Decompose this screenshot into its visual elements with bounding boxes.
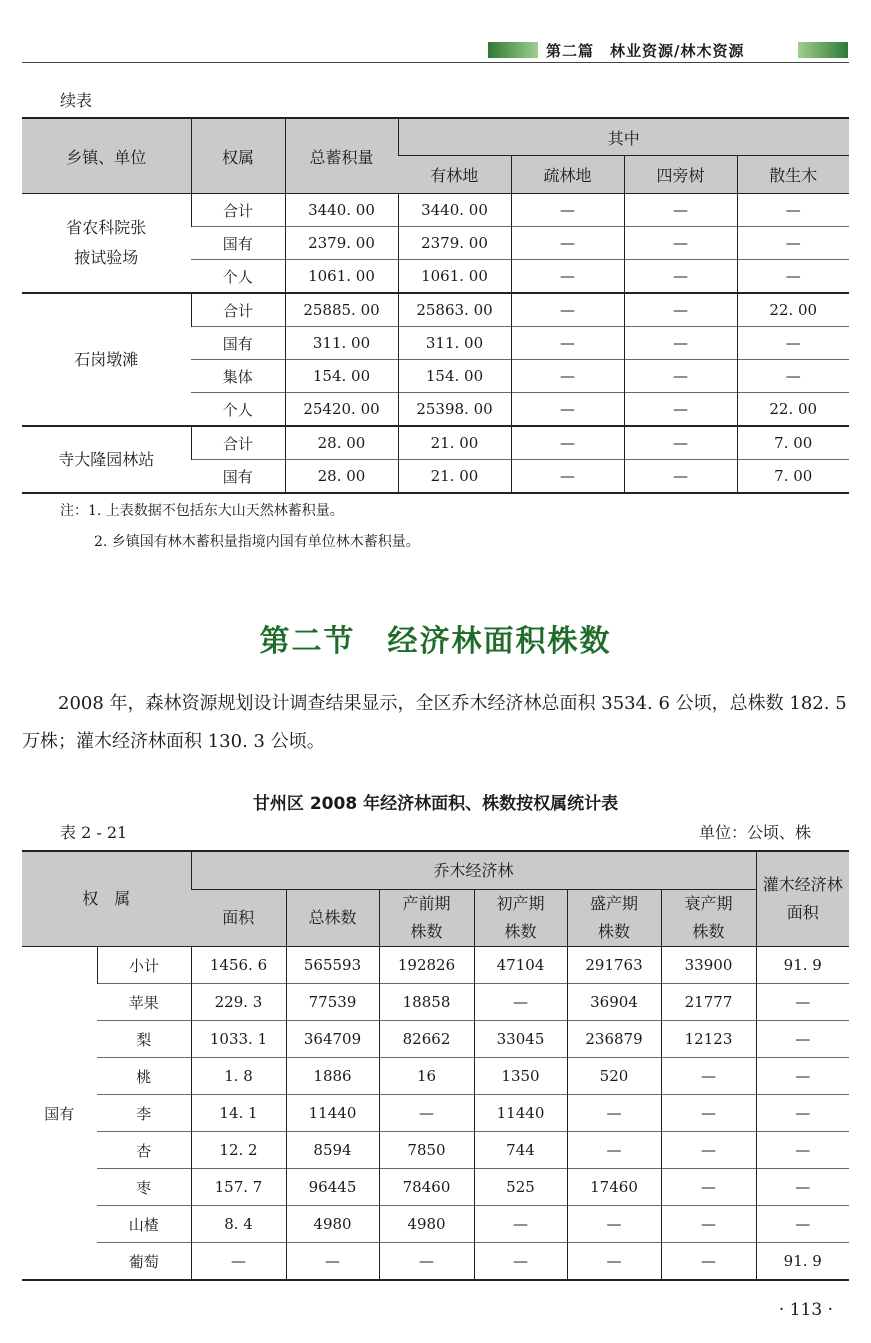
value-cell: — bbox=[511, 227, 624, 260]
value-cell: — bbox=[624, 227, 737, 260]
value-cell: — bbox=[756, 984, 849, 1021]
unit-name-cell: 石岗墩滩 bbox=[22, 293, 191, 426]
value-cell: 33045 bbox=[474, 1021, 567, 1058]
value-cell: — bbox=[661, 1169, 756, 1206]
value-cell: 154. 00 bbox=[285, 360, 398, 393]
header-declining-production: 衰产期株数 bbox=[661, 890, 756, 947]
value-cell: 21777 bbox=[661, 984, 756, 1021]
species-cell: 梨 bbox=[97, 1021, 191, 1058]
value-cell: — bbox=[511, 460, 624, 494]
value-cell: 291763 bbox=[567, 947, 661, 984]
table-row bbox=[22, 293, 849, 327]
value-cell: — bbox=[661, 1206, 756, 1243]
ownership-cell: 集体 bbox=[191, 360, 285, 393]
table-row bbox=[22, 1243, 849, 1281]
table-number: 表 2 - 21 bbox=[60, 823, 128, 842]
value-cell: — bbox=[624, 360, 737, 393]
value-cell: 157. 7 bbox=[191, 1169, 286, 1206]
running-header-text: 第二篇 林业资源/林木资源 bbox=[546, 42, 745, 60]
header-of-which: 其中 bbox=[398, 118, 849, 156]
value-cell: 18858 bbox=[379, 984, 474, 1021]
value-cell: — bbox=[567, 1132, 661, 1169]
unit-name-cell: 寺大隆园林站 bbox=[22, 426, 191, 493]
ownership-cell: 国有 bbox=[191, 227, 285, 260]
table-row bbox=[22, 194, 849, 227]
value-cell: — bbox=[567, 1243, 661, 1281]
ownership-cell: 合计 bbox=[191, 293, 285, 327]
value-cell: — bbox=[737, 227, 849, 260]
value-cell: 91. 9 bbox=[756, 1243, 849, 1281]
value-cell: — bbox=[756, 1206, 849, 1243]
economic-forest-table bbox=[22, 850, 849, 1281]
header-pre-production: 产前期株数 bbox=[379, 890, 474, 947]
value-cell: — bbox=[286, 1243, 379, 1281]
value-cell: — bbox=[624, 460, 737, 494]
value-cell: — bbox=[191, 1243, 286, 1281]
value-cell: 1061. 00 bbox=[285, 260, 398, 294]
value-cell: — bbox=[737, 260, 849, 294]
value-cell: — bbox=[737, 327, 849, 360]
value-cell: — bbox=[624, 293, 737, 327]
species-cell: 小计 bbox=[97, 947, 191, 984]
value-cell: — bbox=[737, 194, 849, 227]
section-title: 第二节 经济林面积株数 bbox=[259, 624, 612, 659]
value-cell: 7850 bbox=[379, 1132, 474, 1169]
value-cell: 3440. 00 bbox=[398, 194, 511, 227]
value-cell: — bbox=[379, 1095, 474, 1132]
value-cell: 22. 00 bbox=[737, 293, 849, 327]
value-cell: 525 bbox=[474, 1169, 567, 1206]
value-cell: 21. 00 bbox=[398, 426, 511, 460]
value-cell: — bbox=[756, 1095, 849, 1132]
value-cell: — bbox=[379, 1243, 474, 1281]
body-paragraph: 2008 年，森林资源规划设计调查结果显示，全区乔木经济林总面积 3534. 6 公顷，总株数 182. 5 万株；灌木经济林面积 130. 3 公顷。 bbox=[22, 693, 847, 752]
value-cell: 154. 00 bbox=[398, 360, 511, 393]
value-cell: — bbox=[511, 393, 624, 427]
value-cell: — bbox=[624, 260, 737, 294]
value-cell: — bbox=[474, 1243, 567, 1281]
value-cell: 364709 bbox=[286, 1021, 379, 1058]
value-cell: — bbox=[474, 984, 567, 1021]
value-cell: 16 bbox=[379, 1058, 474, 1095]
value-cell: 565593 bbox=[286, 947, 379, 984]
ownership-cell: 国有 bbox=[191, 460, 285, 494]
value-cell: — bbox=[624, 194, 737, 227]
value-cell: 8. 4 bbox=[191, 1206, 286, 1243]
value-cell: 229. 3 bbox=[191, 984, 286, 1021]
decorative-bar-right bbox=[798, 42, 848, 58]
value-cell: 12. 2 bbox=[191, 1132, 286, 1169]
species-cell: 杏 bbox=[97, 1132, 191, 1169]
species-cell: 枣 bbox=[97, 1169, 191, 1206]
value-cell: 11440 bbox=[474, 1095, 567, 1132]
species-cell: 桃 bbox=[97, 1058, 191, 1095]
value-cell: 1350 bbox=[474, 1058, 567, 1095]
value-cell: 78460 bbox=[379, 1169, 474, 1206]
value-cell: — bbox=[624, 327, 737, 360]
value-cell: 82662 bbox=[379, 1021, 474, 1058]
value-cell: 91. 9 bbox=[756, 947, 849, 984]
table-row bbox=[22, 1058, 849, 1095]
species-cell: 山楂 bbox=[97, 1206, 191, 1243]
value-cell: — bbox=[661, 1058, 756, 1095]
ownership-cell: 个人 bbox=[191, 260, 285, 294]
value-cell: 22. 00 bbox=[737, 393, 849, 427]
value-cell: 1033. 1 bbox=[191, 1021, 286, 1058]
header-total-count: 总株数 bbox=[286, 890, 379, 947]
species-cell: 李 bbox=[97, 1095, 191, 1132]
value-cell: — bbox=[661, 1095, 756, 1132]
header-total-stock: 总蓄积量 bbox=[285, 118, 398, 194]
table-row bbox=[22, 1021, 849, 1058]
value-cell: 311. 00 bbox=[398, 327, 511, 360]
table-title: 甘州区 2008 年经济林面积、株数按权属统计表 bbox=[252, 794, 619, 814]
value-cell: 77539 bbox=[286, 984, 379, 1021]
value-cell: — bbox=[756, 1021, 849, 1058]
header-early-production: 初产期株数 bbox=[474, 890, 567, 947]
table-row bbox=[22, 984, 849, 1021]
value-cell: — bbox=[567, 1206, 661, 1243]
value-cell: 2379. 00 bbox=[398, 227, 511, 260]
unit-name-cell: 省农科院张掖试验场 bbox=[66, 218, 147, 267]
value-cell: 14. 1 bbox=[191, 1095, 286, 1132]
value-cell: 4980 bbox=[379, 1206, 474, 1243]
header-scattered-trees: 散生木 bbox=[737, 156, 849, 194]
table-row bbox=[22, 1169, 849, 1206]
ownership-cell: 合计 bbox=[191, 194, 285, 227]
header-forest-land: 有林地 bbox=[398, 156, 511, 194]
value-cell: 7. 00 bbox=[737, 460, 849, 494]
page-number: · 113 · bbox=[778, 1300, 833, 1320]
value-cell: — bbox=[737, 360, 849, 393]
value-cell: 192826 bbox=[379, 947, 474, 984]
value-cell: 12123 bbox=[661, 1021, 756, 1058]
value-cell: 21. 00 bbox=[398, 460, 511, 494]
header-ownership: 权属 bbox=[191, 118, 285, 194]
value-cell: — bbox=[511, 260, 624, 294]
value-cell: 25885. 00 bbox=[285, 293, 398, 327]
value-cell: 520 bbox=[567, 1058, 661, 1095]
header-shrub-forest: 灌木经济林面积 bbox=[756, 851, 849, 947]
table-unit: 单位：公顷、株 bbox=[698, 823, 811, 842]
value-cell: 236879 bbox=[567, 1021, 661, 1058]
header-unit: 乡镇、单位 bbox=[22, 118, 191, 194]
table-row bbox=[22, 947, 849, 984]
decorative-bar-left bbox=[488, 42, 538, 58]
value-cell: — bbox=[661, 1132, 756, 1169]
value-cell: — bbox=[511, 327, 624, 360]
value-cell: — bbox=[756, 1132, 849, 1169]
value-cell: 8594 bbox=[286, 1132, 379, 1169]
header-roadside-trees: 四旁树 bbox=[624, 156, 737, 194]
table-row bbox=[22, 1095, 849, 1132]
header-rule bbox=[22, 62, 849, 63]
value-cell: — bbox=[756, 1169, 849, 1206]
header-ownership: 权 属 bbox=[22, 851, 191, 947]
value-cell: 25420. 00 bbox=[285, 393, 398, 427]
header-sparse-forest: 疏林地 bbox=[511, 156, 624, 194]
value-cell: — bbox=[661, 1243, 756, 1281]
header-area: 面积 bbox=[191, 890, 286, 947]
running-header bbox=[488, 40, 848, 60]
table-row bbox=[22, 426, 849, 460]
value-cell: 2379. 00 bbox=[285, 227, 398, 260]
header-peak-production: 盛产期株数 bbox=[567, 890, 661, 947]
value-cell: 36904 bbox=[567, 984, 661, 1021]
value-cell: 33900 bbox=[661, 947, 756, 984]
ownership-cell: 个人 bbox=[191, 393, 285, 427]
continued-label: 续表 bbox=[60, 91, 93, 110]
ownership-cell: 合计 bbox=[191, 426, 285, 460]
value-cell: — bbox=[511, 194, 624, 227]
forest-stock-table bbox=[22, 117, 849, 494]
value-cell: 1886 bbox=[286, 1058, 379, 1095]
table-row bbox=[22, 1206, 849, 1243]
header-tree-forest: 乔木经济林 bbox=[191, 851, 756, 890]
value-cell: 47104 bbox=[474, 947, 567, 984]
value-cell: 11440 bbox=[286, 1095, 379, 1132]
note-2: 2. 乡镇国有林木蓄积量指境内国有单位林木蓄积量。 bbox=[94, 534, 420, 550]
value-cell: 25863. 00 bbox=[398, 293, 511, 327]
value-cell: 1456. 6 bbox=[191, 947, 286, 984]
ownership-cell: 国有 bbox=[191, 327, 285, 360]
group-ownership-cell: 国有 bbox=[44, 1104, 75, 1123]
value-cell: 4980 bbox=[286, 1206, 379, 1243]
value-cell: — bbox=[511, 360, 624, 393]
value-cell: 1. 8 bbox=[191, 1058, 286, 1095]
value-cell: 3440. 00 bbox=[285, 194, 398, 227]
value-cell: 28. 00 bbox=[285, 460, 398, 494]
value-cell: — bbox=[624, 426, 737, 460]
value-cell: 7. 00 bbox=[737, 426, 849, 460]
value-cell: 28. 00 bbox=[285, 426, 398, 460]
value-cell: — bbox=[567, 1095, 661, 1132]
table-row bbox=[22, 1132, 849, 1169]
value-cell: 311. 00 bbox=[285, 327, 398, 360]
value-cell: 96445 bbox=[286, 1169, 379, 1206]
value-cell: — bbox=[756, 1058, 849, 1095]
value-cell: 1061. 00 bbox=[398, 260, 511, 294]
value-cell: — bbox=[511, 293, 624, 327]
value-cell: 744 bbox=[474, 1132, 567, 1169]
value-cell: — bbox=[511, 426, 624, 460]
note-1: 注：1. 上表数据不包括东大山天然林蓄积量。 bbox=[60, 503, 344, 519]
value-cell: — bbox=[474, 1206, 567, 1243]
value-cell: 25398. 00 bbox=[398, 393, 511, 427]
species-cell: 苹果 bbox=[97, 984, 191, 1021]
value-cell: 17460 bbox=[567, 1169, 661, 1206]
value-cell: — bbox=[624, 393, 737, 427]
species-cell: 葡萄 bbox=[97, 1243, 191, 1281]
